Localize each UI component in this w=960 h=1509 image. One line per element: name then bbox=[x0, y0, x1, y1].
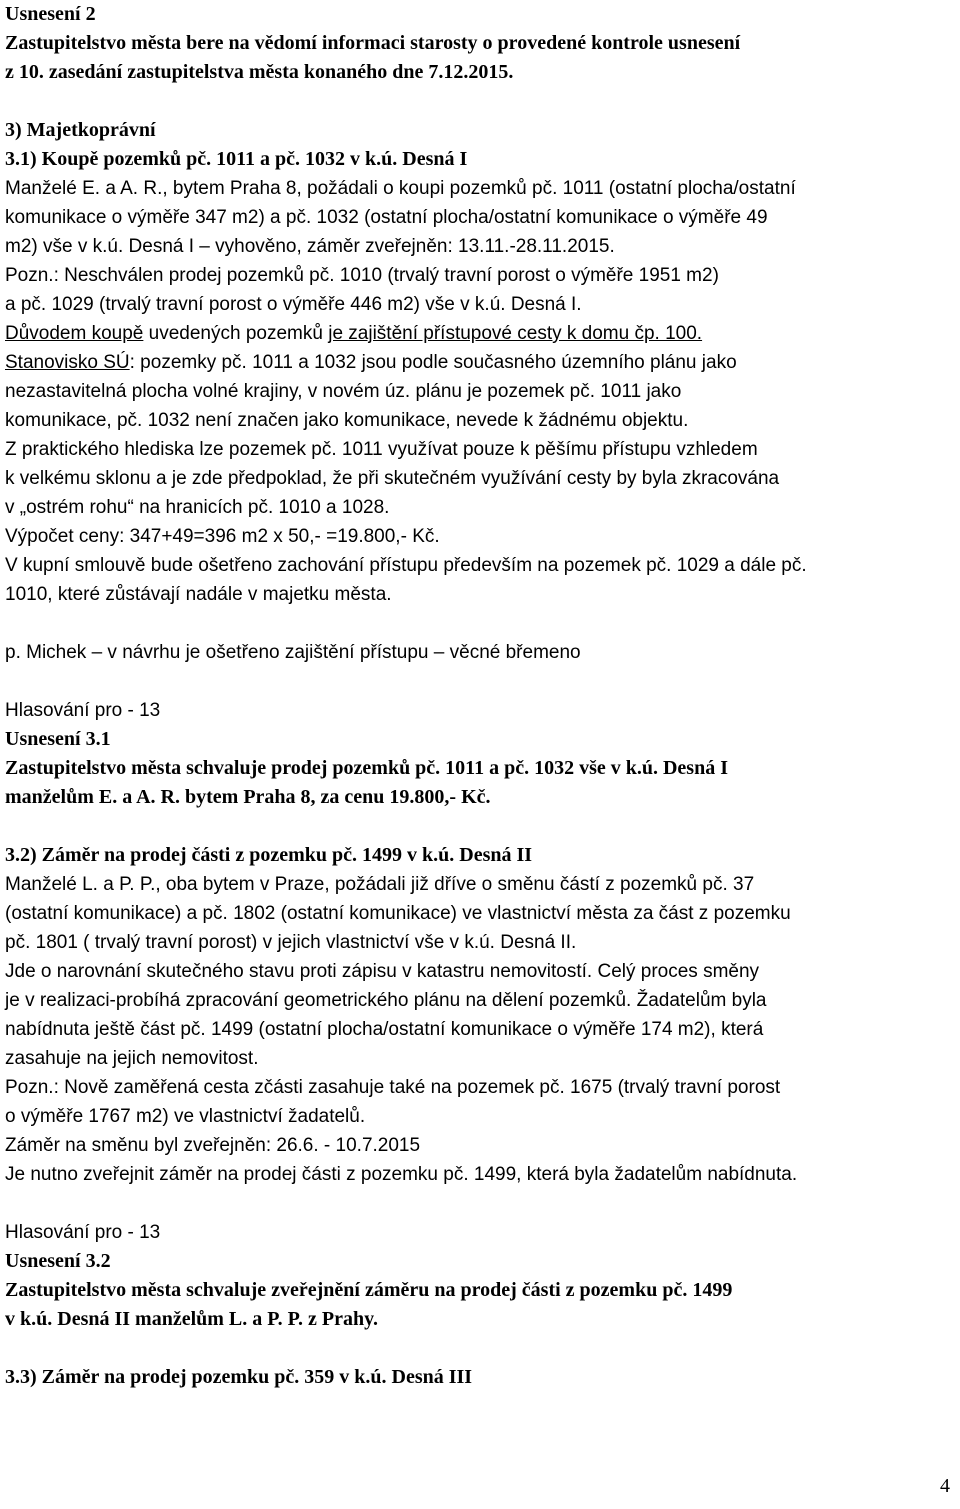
note-line: Pozn.: Neschválen prodej pozemků pč. 1010 (trvalý travní porost o výměře 1951 m2) bbox=[5, 265, 719, 286]
paragraph-line: Manželé L. a P. P., oba bytem v Praze, požádali již dříve o směnu částí z pozemků pč. 37 bbox=[5, 874, 755, 895]
paragraph-line: k velkému sklonu a je zde předpoklad, že při skutečném využívání cesty by byla zkracována bbox=[5, 468, 780, 489]
resolution-3-1-heading: Usnesení 3.1 bbox=[5, 728, 111, 750]
paragraph-line: m2) vše v k.ú. Desná I – vyhověno, záměr zveřejněn: 13.11.-28.11.2015. bbox=[5, 236, 615, 257]
resolution-3-2-text-line: Zastupitelstvo města schvaluje zveřejnění záměru na prodej části z pozemku pč. 1499 bbox=[5, 1279, 733, 1301]
reason-line bbox=[5, 319, 702, 348]
vote-line: Hlasování pro - 13 bbox=[5, 700, 161, 721]
comment-line: p. Michek – v návrhu je ošetřeno zajištění přístupu – věcné břemeno bbox=[5, 642, 581, 663]
vote-line: Hlasování pro - 13 bbox=[5, 1222, 161, 1243]
reason-label: Důvodem koupě bbox=[5, 323, 144, 344]
paragraph-line: nabídnuta ještě část pč. 1499 (ostatní plocha/ostatní komunikace o výměře 174 m2), která bbox=[5, 1019, 764, 1040]
paragraph-line: 1010, které zůstávají nadále v majetku města. bbox=[5, 584, 392, 605]
section-3-1-heading: 3.1) Koupě pozemků pč. 1011 a pč. 1032 v k.ú. Desná I bbox=[5, 148, 468, 170]
reason-underlined-text: je zajištění přístupové cesty k domu čp. 100. bbox=[328, 323, 703, 344]
paragraph-line: Záměr na směnu byl zveřejněn: 26.6. - 10.7.2015 bbox=[5, 1135, 421, 1156]
section-3-2-heading: 3.2) Záměr na prodej části z pozemku pč. 1499 v k.ú. Desná II bbox=[5, 844, 533, 866]
paragraph-line: zasahuje na jejich nemovitost. bbox=[5, 1048, 259, 1069]
paragraph-line: Z praktického hlediska lze pozemek pč. 1011 využívat pouze k pěšímu přístupu vzhledem bbox=[5, 439, 758, 460]
resolution-3-2-heading: Usnesení 3.2 bbox=[5, 1250, 111, 1272]
price-calculation-line: Výpočet ceny: 347+49=396 m2 x 50,- =19.800,- Kč. bbox=[5, 526, 440, 547]
building-office-opinion-line bbox=[5, 348, 737, 377]
paragraph-line: V kupní smlouvě bude ošetřeno zachování přístupu především na pozemek pč. 1029 a dále pč. bbox=[5, 555, 807, 576]
paragraph-line: Manželé E. a A. R., bytem Praha 8, požádali o koupi pozemků pč. 1011 (ostatní plocha/ostatní bbox=[5, 178, 796, 199]
paragraph-line: nezastavitelná plocha volné krajiny, v novém úz. plánu je pozemek pč. 1011 jako bbox=[5, 381, 682, 402]
paragraph-line: (ostatní komunikace) a pč. 1802 (ostatní komunikace) ve vlastnictví města za část z pozemku bbox=[5, 903, 791, 924]
paragraph-line: je v realizaci-probíhá zpracování geometrického plánu na dělení pozemků. Žadatelům byla bbox=[5, 990, 767, 1011]
paragraph-line: Je nutno zveřejnit záměr na prodej části z pozemku pč. 1499, která byla žadatelům nabídnuta. bbox=[5, 1164, 798, 1185]
paragraph-line: komunikace, pč. 1032 není značen jako komunikace, nevede k žádnému objektu. bbox=[5, 410, 689, 431]
paragraph-line: pč. 1801 ( trvalý travní porost) v jejich vlastnictví vše v k.ú. Desná II. bbox=[5, 932, 577, 953]
resolution-2-heading: Usnesení 2 bbox=[5, 3, 96, 25]
building-office-label: Stanovisko SÚ bbox=[5, 352, 130, 373]
resolution-2-text-line: Zastupitelstvo města bere na vědomí informaci starosty o provedené kontrole usnesení bbox=[5, 32, 741, 54]
note-line: o výměře 1767 m2) ve vlastnictví žadatelů. bbox=[5, 1106, 366, 1127]
resolution-3-1-text-line: Zastupitelstvo města schvaluje prodej pozemků pč. 1011 a pč. 1032 vše v k.ú. Desná I bbox=[5, 757, 728, 779]
resolution-3-2-text-line: v k.ú. Desná II manželům L. a P. P. z Prahy. bbox=[5, 1308, 379, 1330]
paragraph-line: Jde o narovnání skutečného stavu proti zápisu v katastru nemovitostí. Celý proces směny bbox=[5, 961, 760, 982]
resolution-3-1-text-line: manželům E. a A. R. bytem Praha 8, za cenu 19.800,- Kč. bbox=[5, 786, 491, 808]
page-number: 4 bbox=[940, 1475, 950, 1497]
resolution-2-text-line: z 10. zasedání zastupitelstva města konaného dne 7.12.2015. bbox=[5, 61, 514, 83]
note-line: Pozn.: Nově zaměřená cesta zčásti zasahuje také na pozemek pč. 1675 (trvalý travní porost bbox=[5, 1077, 781, 1098]
paragraph-line: komunikace o výměře 347 m2) a pč. 1032 (ostatní plocha/ostatní komunikace o výměře 49 bbox=[5, 207, 768, 228]
building-office-text: : pozemky pč. 1011 a 1032 jsou podle současného územního plánu jako bbox=[129, 352, 737, 373]
reason-text: uvedených pozemků bbox=[143, 323, 329, 344]
note-line: a pč. 1029 (trvalý travní porost o výměře 446 m2) vše v k.ú. Desná I. bbox=[5, 294, 582, 315]
paragraph-line: v „ostrém rohu“ na hranicích pč. 1010 a 1028. bbox=[5, 497, 390, 518]
section-3-3-heading: 3.3) Záměr na prodej pozemku pč. 359 v k.ú. Desná III bbox=[5, 1366, 473, 1388]
section-3-heading: 3) Majetkoprávní bbox=[5, 119, 156, 141]
